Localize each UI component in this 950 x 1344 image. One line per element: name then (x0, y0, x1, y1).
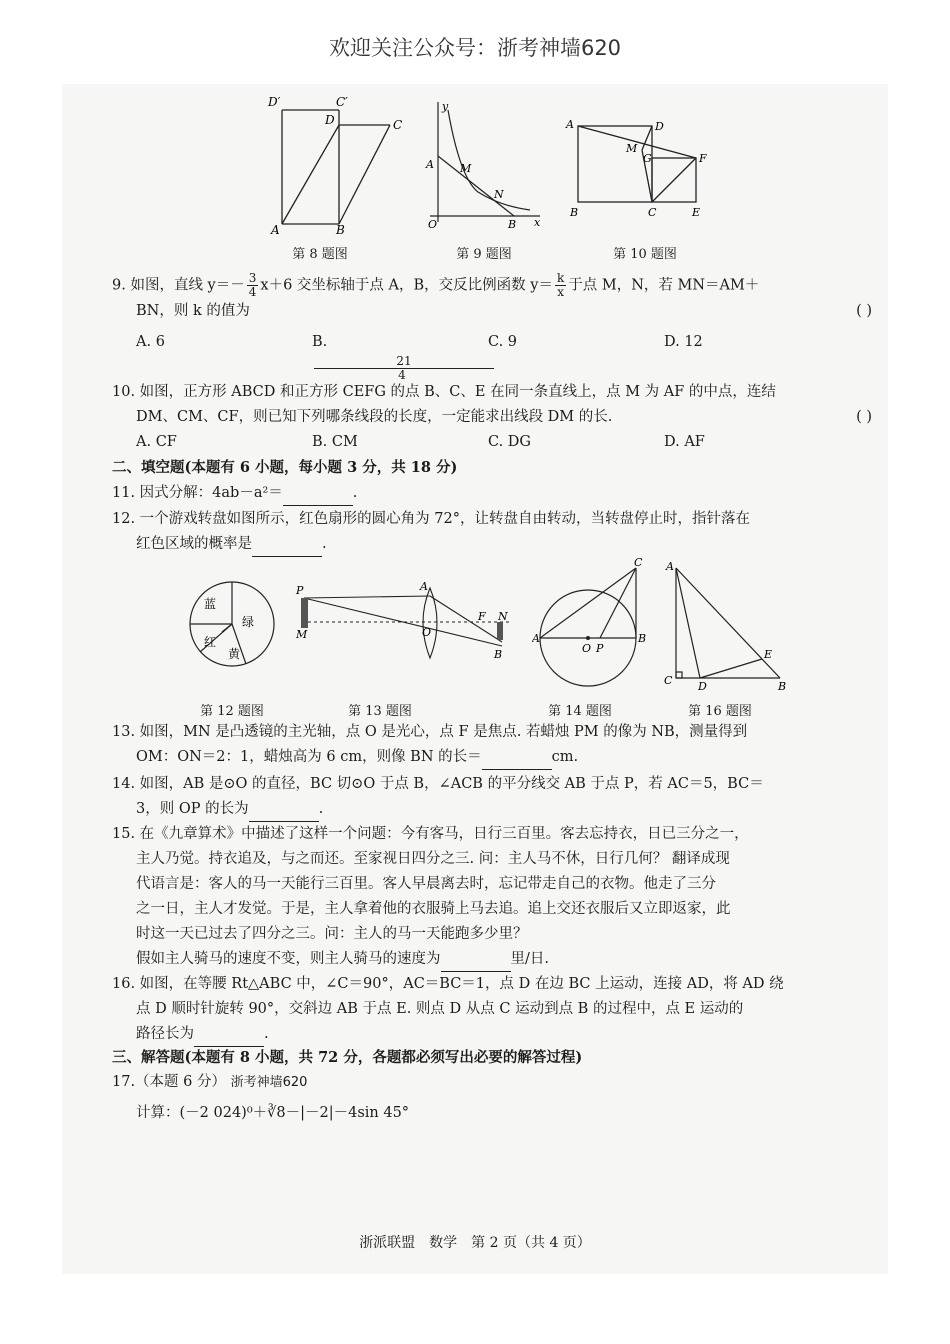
q12-text: 12. 一个游戏转盘如图所示，红色扇形的圆心角为 72°，让转盘自由转动，当转盘停止时，指针落在 (112, 511, 750, 527)
question-14: 14. 如图，AB 是⊙O 的直径，BC 切⊙O 于点 B，∠ACB 的平分线交 AB 于点 P，若 AC＝5，BC＝ 3，则 OP 的长为 . (112, 772, 872, 822)
fig16-label: B (778, 680, 787, 690)
figure-16 (660, 558, 790, 690)
fig16-label: C (664, 674, 673, 687)
fig9-caption: 第 9 题图 (456, 247, 512, 262)
question-9 (112, 272, 872, 382)
q16-text: 路径长为 (136, 1026, 194, 1042)
q13-text: OM：ON＝2：1，蜡烛高为 6 cm，则像 BN 的长＝ (136, 749, 482, 765)
q15-text: 时这一天已过去了四分之三。问：主人的马一天能跑多少里？ (136, 926, 528, 942)
fig13-label: M (296, 628, 308, 641)
fig8-label: A (271, 223, 280, 237)
fig13-label: O (422, 626, 432, 639)
fig13-label: A (420, 580, 428, 593)
fig9-label: M (460, 162, 472, 175)
q14-text: 14. 如图，AB 是⊙O 的直径，BC 切⊙O 于点 B，∠ACB 的平分线交 AB 于点 P，若 AC＝5，BC＝ (112, 776, 764, 792)
section-3-title: 三、解答题(本题有 8 小题，共 72 分，各题都必须写出必要的解答过程) (112, 1049, 583, 1066)
answer-blank[interactable] (283, 489, 353, 506)
choice-a[interactable]: A. CF (136, 434, 177, 450)
q11-text: 11. 因式分解：4ab－a²＝ (112, 485, 283, 501)
fig16-label: D (698, 680, 707, 690)
fig12-caption: 第 12 题图 (200, 704, 264, 719)
q9-frac-1-num: 3 (248, 271, 257, 285)
fig10-label: C (648, 206, 657, 219)
fig12-label: 黄 (228, 647, 241, 661)
q9-choices (112, 330, 872, 382)
q9-frac-1-den: 4 (248, 285, 257, 299)
answer-paren[interactable]: ( ) (856, 409, 872, 425)
question-12: 12. 一个游戏转盘如图所示，红色扇形的圆心角为 72°，让转盘自由转动，当转盘停止时，指针落在 红色区域的概率是 . (112, 507, 872, 557)
fig16-label: A (666, 560, 674, 573)
q12-text: 红色区域的概率是 (136, 536, 252, 552)
figure-12 (182, 580, 282, 672)
fig10-label: E (692, 206, 701, 219)
fig9-label: O (428, 218, 438, 231)
question-17 (112, 1070, 872, 1126)
fig9-label: y (442, 100, 449, 113)
fig8-label: B (336, 223, 345, 237)
q15-text: 主人乃觉。持衣追及，与之而还。至家视日四分之三. 问：主人马不休，日行几何？ 翻译成现 (136, 851, 730, 867)
answer-blank[interactable] (252, 540, 322, 557)
fig9-label: N (494, 188, 504, 201)
figure-8 (262, 92, 412, 242)
section-2-title: 二、填空题(本题有 6 小题，每小题 3 分，共 18 分) (112, 459, 458, 476)
choice-a[interactable]: A. 6 (136, 334, 165, 350)
answer-blank[interactable] (482, 753, 552, 770)
fig12-label: 绿 (242, 615, 255, 629)
figure-9 (420, 98, 550, 238)
q16-text: 16. 如图，在等腰 Rt△ABC 中，∠C＝90°，AC＝BC＝1，点 D 在边 BC 上运动，连接 AD，将 AD 绕 (112, 976, 784, 992)
q16-text: 点 D 顺时针旋转 90°，交斜边 AB 于点 E. 则点 D 从点 C 运动到点 B 的过程中，点 E 运动的 (136, 1001, 744, 1017)
q15-text: 15. 在《九章算术》中描述了这样一个问题：今有客马，日行三百里。客去忘持衣，日已三分之一， (112, 826, 749, 842)
fig8-caption: 第 8 题图 (292, 247, 348, 262)
fig8-label: D (325, 113, 335, 127)
fig10-label: D (655, 120, 664, 133)
question-13: 13. 如图，MN 是凸透镜的主光轴，点 O 是光心，点 F 是焦点. 若蜡烛 PM 的像为 NB，测量得到 OM：ON＝2：1，蜡烛高为 6 cm，则像 BN 的长＝ cm. (112, 720, 872, 770)
fig13-label: F (478, 610, 486, 623)
figure-14 (532, 556, 652, 688)
q17-calc: 计算：(－2 024)⁰＋∛8－|－2|－4sin 45° (136, 1105, 410, 1121)
q10-choices (112, 430, 872, 455)
fig10-label: G (643, 152, 652, 165)
q9-frac-2-num: k (556, 271, 565, 285)
fig10-label: M (626, 142, 638, 155)
fig13-label: B (494, 648, 503, 661)
figure-13 (292, 578, 522, 668)
choice-c[interactable]: C. DG (488, 434, 532, 450)
choice-b[interactable]: B. $\frac{21}{4}$ (312, 330, 488, 382)
q9-frac-2 (555, 272, 566, 299)
q13-text: 13. 如图，MN 是凸透镜的主光轴，点 O 是光心，点 F 是焦点. 若蜡烛 PM 的像为 NB，测量得到 (112, 724, 748, 740)
fig13-caption: 第 13 题图 (348, 704, 412, 719)
fig14-label: A (532, 632, 540, 645)
fig13-label: P (296, 584, 304, 597)
fig9-label: x (534, 216, 541, 229)
choice-d[interactable]: D. 12 (664, 334, 703, 350)
answer-blank[interactable] (249, 805, 319, 822)
q17-watermark: 浙考神墙620 (230, 1075, 308, 1090)
fig8-label: D′ (268, 95, 281, 109)
question-16: 16. 如图，在等腰 Rt△ABC 中，∠C＝90°，AC＝BC＝1，点 D 在边 BC 上运动，连接 AD，将 AD 绕 点 D 顺时针旋转 90°，交斜边 AB 于点 E. 则点 D 从点 C 运动到点 B 的过程中，点 E 运动的 路径长为 . (112, 972, 872, 1047)
q9-frac-2-den: x (557, 285, 564, 299)
choice-b[interactable]: B. CM (312, 434, 358, 450)
answer-blank[interactable] (441, 955, 511, 972)
q15-text: 之一日，主人才发觉。于是，主人拿着他的衣服骑上马去追。追上交还衣服后又立即返家，此 (136, 901, 731, 917)
fig14-label: O (582, 642, 592, 655)
q9-frac-1 (247, 272, 259, 299)
fig16-caption: 第 16 题图 (688, 704, 752, 719)
fig8-label: C′ (336, 95, 348, 109)
fig13-label: N (498, 610, 508, 623)
fig12-label: 红 (204, 635, 217, 649)
choice-d[interactable]: D. AF (664, 434, 705, 450)
answer-paren[interactable]: ( ) (856, 303, 872, 319)
q9-text: BN，则 k 的值为 (136, 303, 250, 319)
page-footer: 浙派联盟 数学 第 2 页（共 4 页） (359, 1235, 591, 1251)
q9-text: 于点 M，N，若 MN＝AM＋ (568, 277, 760, 294)
fig10-caption: 第 10 题图 (613, 247, 677, 262)
fig10-label: F (699, 152, 707, 165)
figure-10 (560, 112, 710, 227)
fig10-label: B (570, 206, 579, 219)
fig8-label: C (393, 118, 403, 132)
q15-text: 代语言是：客人的马一天能行三百里。客人早晨离去时，忘记带走自己的衣物。他走了三分 (136, 876, 716, 892)
fig16-label: E (764, 648, 773, 661)
fig14-label: P (596, 642, 604, 655)
q15-text: 假如主人骑马的速度不变，则主人骑马的速度为 (136, 951, 441, 967)
fig14-label: C (634, 556, 643, 569)
q14-text: 3，则 OP 的长为 (136, 801, 249, 817)
q10-text: 10. 如图，正方形 ABCD 和正方形 CEFG 的点 B、C、E 在同一条直线上，点 M 为 AF 的中点，连结 (112, 384, 776, 400)
fig14-label: B (638, 632, 647, 645)
q9-text: x＋6 交坐标轴于点 A，B，交反比例函数 y＝ (260, 277, 553, 294)
fig9-label: B (508, 218, 517, 231)
fig9-label: A (426, 158, 434, 171)
question-10 (112, 380, 872, 455)
q9-text: 9. 如图，直线 y＝－ (112, 277, 245, 294)
fig12-label: 蓝 (204, 597, 217, 611)
question-15: 15. 在《九章算术》中描述了这样一个问题：今有客马，日行三百里。客去忘持衣，日已三分之一， 主人乃觉。持衣追及，与之而还。至家视日四分之三. 问：主人马不休，日行几何？ 翻译成现 代语言是：客人的马一天能行三百里。客人早晨离去时，忘记带走自己的衣物。他走了三分 之一日，主人才发觉。于是，主人拿着他的衣服骑上马去追。追上交还衣服后又立即返家，此 时这一天已过去了四分之三。问：主人的马一天能跑多少里？ 假如主人骑马的速度不变，则主人骑马的速度为 里/日. (112, 822, 872, 972)
header-title: 欢迎关注公众号：浙考神墙620 (328, 36, 622, 60)
question-11: 11. 因式分解：4ab－a²＝ . (112, 481, 872, 506)
fig14-caption: 第 14 题图 (548, 704, 612, 719)
choice-c[interactable]: C. 9 (488, 334, 518, 350)
fig10-label: A (566, 118, 574, 131)
q10-text: DM、CM、CF，则已知下列哪条线段的长度，一定能求出线段 DM 的长. (136, 409, 613, 425)
q17-title: 17.（本题 6 分） (112, 1074, 227, 1090)
